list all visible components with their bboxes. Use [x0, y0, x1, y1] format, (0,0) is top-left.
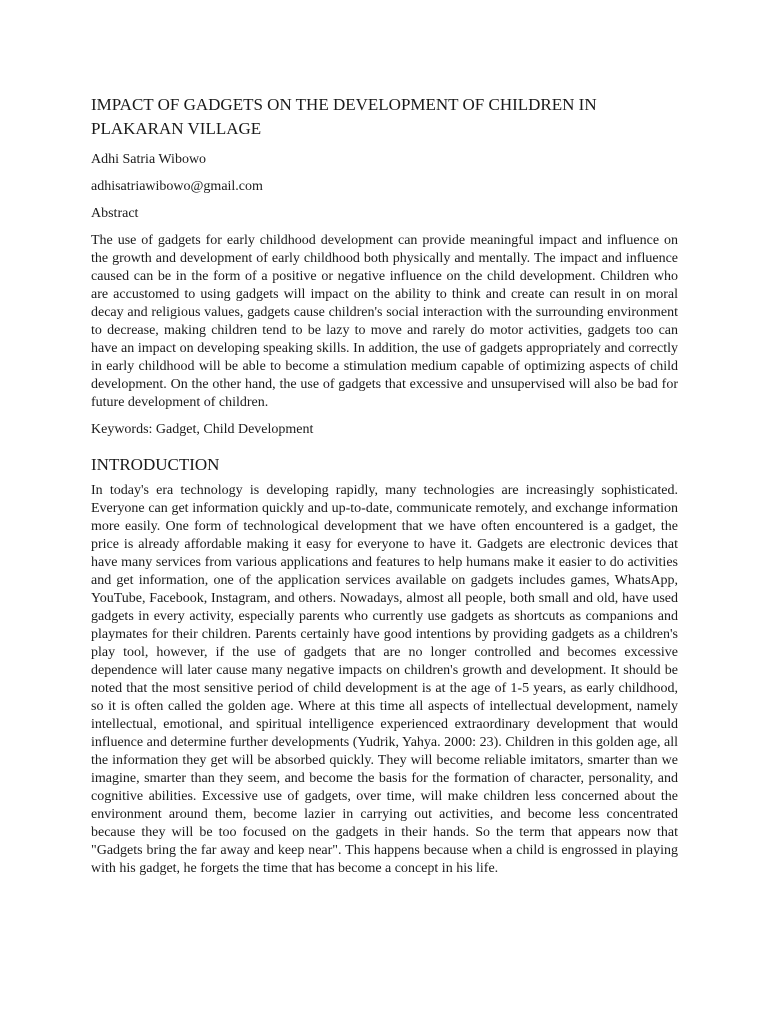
document-page [91, 93, 678, 878]
keywords: Keywords: Gadget, Child Development [91, 422, 314, 437]
author-name: Adhi Satria Wibowo [91, 152, 207, 167]
document-title: IMPACT OF GADGETS ON THE DEVELOPMENT OF CHILDREN IN PLAKARAN VILLAGE [91, 95, 597, 138]
section-heading-introduction: INTRODUCTION [91, 455, 220, 474]
introduction-text: In today's era technology is developing rapidly, many technologies are increasingly sophisticated. Everyone can get information quickly and up-to-date, communicate remotely, and exchange information more easily. One form of technological development that we have often encountered is a gadget, the price is already affordable making it easy for everyone to have it. Gadgets are electronic devices that have many services from various applications and features to help humans make it easier to do activities and get information, one of the application services available on gadgets includes games, WhatsApp, YouTube, Facebook, Instagram, and others. Nowadays, almost all people, both small and old, have used gadgets in every activity, especially parents who currently use gadgets as shortcuts as companions and playmates for their children. Parents certainly have good intentions by providing gadgets as a children's play tool, however, if the use of gadgets that are no longer controlled and becomes excessive dependence will later cause many negative impacts on children's growth and development. It should be noted that the most sensitive period of child development is at the age of 1-5 years, as early childhood, so it is often called the golden age. Where at this time all aspects of intellectual development, namely intellectual, emotional, and spiritual intelligence experienced extraordinary development that would influence and determine further developments (Yudrik, Yahya. 2000: 23). Children in this golden age, all the information they get will be absorbed quickly. They will become reliable imitators, smarter than we imagine, smarter than they seem, and become the basis for the formation of character, personality, and cognitive abilities. Excessive use of gadgets, over time, will make children less concerned about the environment around them, become lazier in carrying out activities, and become less concentrated because they will be too focused on the gadgets in their hands. So the term that appears now that "Gadgets bring the far away and keep near". This happens because when a child is engrossed in playing with his gadget, he forgets the time that has become a concept in his life. [91, 483, 678, 876]
abstract-text: The use of gadgets for early childhood development can provide meaningful impact and influence on the growth and development of early childhood both physically and mentally. The impact and influence caused can be in the form of a positive or negative influence on the child development. Children who are accustomed to using gadgets will impact on the ability to think and create can result in on moral decay and religious values, gadgets cause children's social interaction with the surrounding environment to decrease, making children tend to be lazy to move and rarely do motor activities, gadgets too can have an impact on developing speaking skills. In addition, the use of gadgets appropriately and correctly in early childhood will be able to become a stimulation medium capable of optimizing aspects of child development. On the other hand, the use of gadgets that excessive and unsupervised will also be bad for future development of children. [91, 233, 678, 410]
author-email: adhisatriawibowo@gmail.com [91, 179, 263, 194]
abstract-label: Abstract [91, 206, 139, 221]
